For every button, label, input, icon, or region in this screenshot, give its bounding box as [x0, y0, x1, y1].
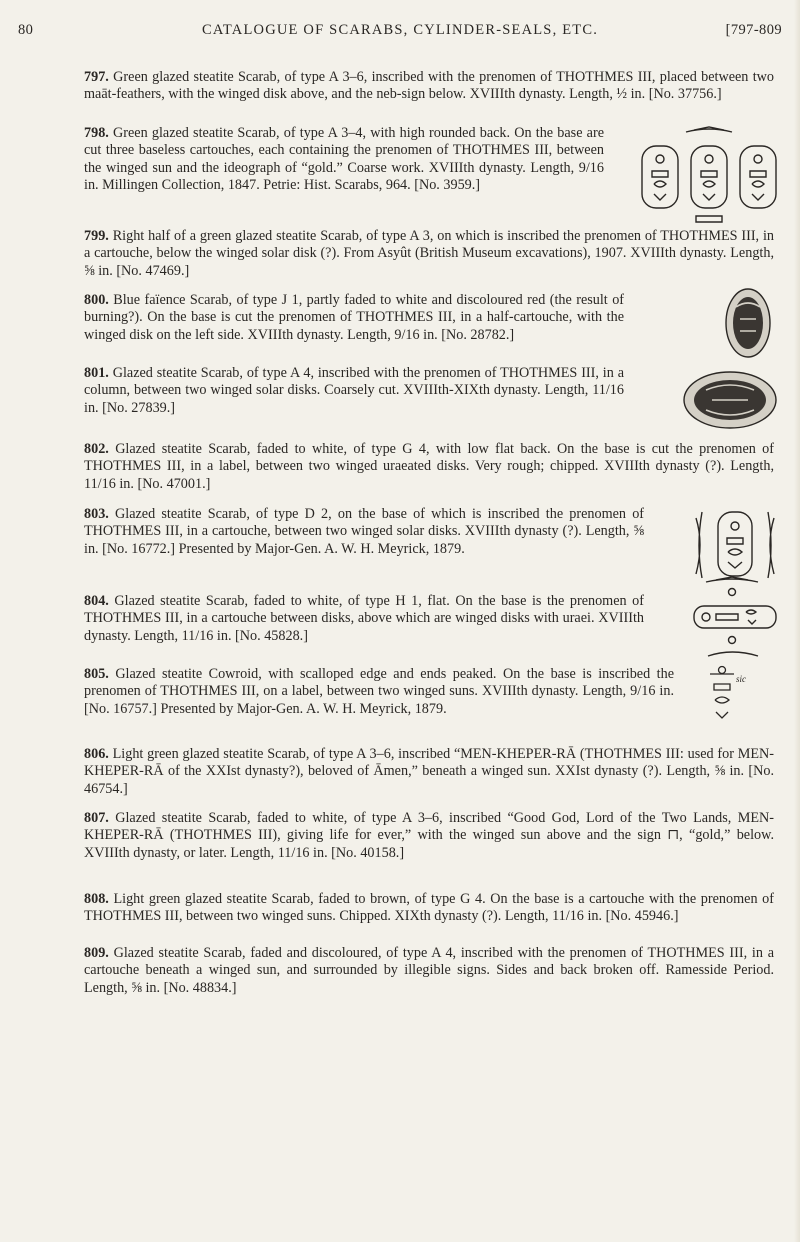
entry-800: 800. Blue faïence Scarab, of type J 1, partly faded to white and discoloured red (the result of burning?). On the base is cut the prenomen of THOTHMES III, in a half-cartouche, with the winged disk on the left side. XVIIIth dynasty. Length, 9/16 in. [No. 28782.] — [84, 292, 625, 343]
entry-801: 801. Glazed steatite Scarab, of type A 4, inscribed with the prenomen of THOTHMES III, in a column, between two winged solar disks. Coarsely cut. XVIIIth-XIXth dynasty. Length, 11/16 in. [No. 27839.] — [84, 365, 624, 416]
figure-800-scarab — [718, 285, 778, 361]
entry-798: 798. Green glazed steatite Scarab, of type A 3–4, with high rounded back. On the base are cut three baseless cartouches, each containing the prenomen of THOTHMES III, between the winged sun and the ideograph of “gold.” Coarse work. XVIIIth dynasty. Length, 9/16 in. Millingen Collection, 1847. Petrie: Hist. Scarabs, 964. [No. 3959.] — [84, 125, 604, 193]
page-edge — [794, 0, 800, 1242]
page-number: 80 — [18, 22, 34, 38]
entry-808: 808. Light green glazed steatite Scarab, faded to brown, of type G 4. On the base is a cartouche with the prenomen of THOTHMES III, between two winged suns. Chipped. XIXth dynasty (?). Length, 11/16 in. [No. 45946.] — [84, 891, 774, 925]
entry-799: 799. Right half of a green glazed steatite Scarab, of type A 3, on which is inscribed the prenomen of THOTHMES III, in a cartouche, below the winged solar disk (?). From Asyût (British Museum excavations), 1907. XVIIIth dynasty. Length, ⅝ in. [No. 47469.] — [84, 228, 775, 279]
entry-805: 805. Glazed steatite Cowroid, with scalloped edge and ends peaked. On the base is inscribed the prenomen of THOTHMES III, on a label, between two winged suns. XVIIIth dynasty. Length, 9/16 in. [No. 16757.] Presented by Major-Gen. A. W. H. Meyrick, 1879. — [84, 666, 675, 717]
figure-804-cartouche-horizontal — [686, 576, 782, 658]
figure-805-cowroid-base — [708, 662, 748, 726]
entry-803: 803. Glazed steatite Scarab, of type D 2, on the base of which is inscribed the prenomen of THOTHMES III, in a cartouche, between two winged solar disks. XVIIIth dynasty (?). Length, ⅝ in. [No. 16772.] Presented by Major-Gen. A. W. H. Meyrick, 1879. — [84, 506, 645, 557]
entry-range: [797-809 — [725, 22, 782, 38]
figure-798-three-cartouches — [636, 126, 782, 226]
entry-802: 802. Glazed steatite Scarab, faded to white, of type G 4, with low flat back. On the base is cut the prenomen of THOTHMES III, in a label, between two winged uraeated disks. Very rough; chipped. XVIIIth dynasty (?). Length, 11/16 in. [No. 47001.] — [84, 441, 774, 492]
entry-806: 806. Light green glazed steatite Scarab, of type A 3–6, inscribed “MEN-KHEPER-RĀ (THOTHMES III: used for MEN-KHEPER-RĀ of the XXIst dynasty?), beloved of Āmen,” beneath a winged sun. XXIst dynasty (?). Length, ⅝ in. [No. 46754.] — [84, 746, 775, 797]
entry-804: 804. Glazed steatite Scarab, faded to white, of type H 1, flat. On the base is the prenomen of THOTHMES III, in a cartouche between disks, above which are winged disks with uraei. XVIIIth dynasty. Length, 11/16 in. [No. 45828.] — [84, 593, 645, 644]
entry-807: 807. Glazed steatite Scarab, faded to white, of type A 3–6, inscribed “Good God, Lord of the Two Lands, MEN-KHEPER-RĀ (THOTHMES III), giving life for ever,” with the winged sun above and the sign ⊓, “gold,” below. XVIIIth dynasty, or later. Length, 11/16 in. [No. 40158.] — [84, 810, 774, 861]
figure-803-cartouche-winged — [692, 508, 778, 582]
entry-797: 797. Green glazed steatite Scarab, of type A 3–6, inscribed with the prenomen of THOTHMES III, placed between two maāt-feathers, with the winged disk above, and the neb-sign below. XVIIIth dynasty. Length, ½ in. [No. 37756.] — [84, 69, 775, 103]
sic-label: sic — [736, 674, 746, 684]
entry-809: 809. Glazed steatite Scarab, faded and discoloured, of type A 4, inscribed with the prenomen of THOTHMES III, in a cartouche beneath a winged sun, and surrounded by illegible signs. Sides and back broken off. Ramesside Period. Length, ⅝ in. [No. 48834.] — [84, 945, 774, 996]
figure-801-scarab — [678, 368, 782, 432]
running-header — [18, 22, 782, 48]
running-title: CATALOGUE OF SCARABS, CYLINDER-SEALS, ETC. — [201, 22, 599, 38]
